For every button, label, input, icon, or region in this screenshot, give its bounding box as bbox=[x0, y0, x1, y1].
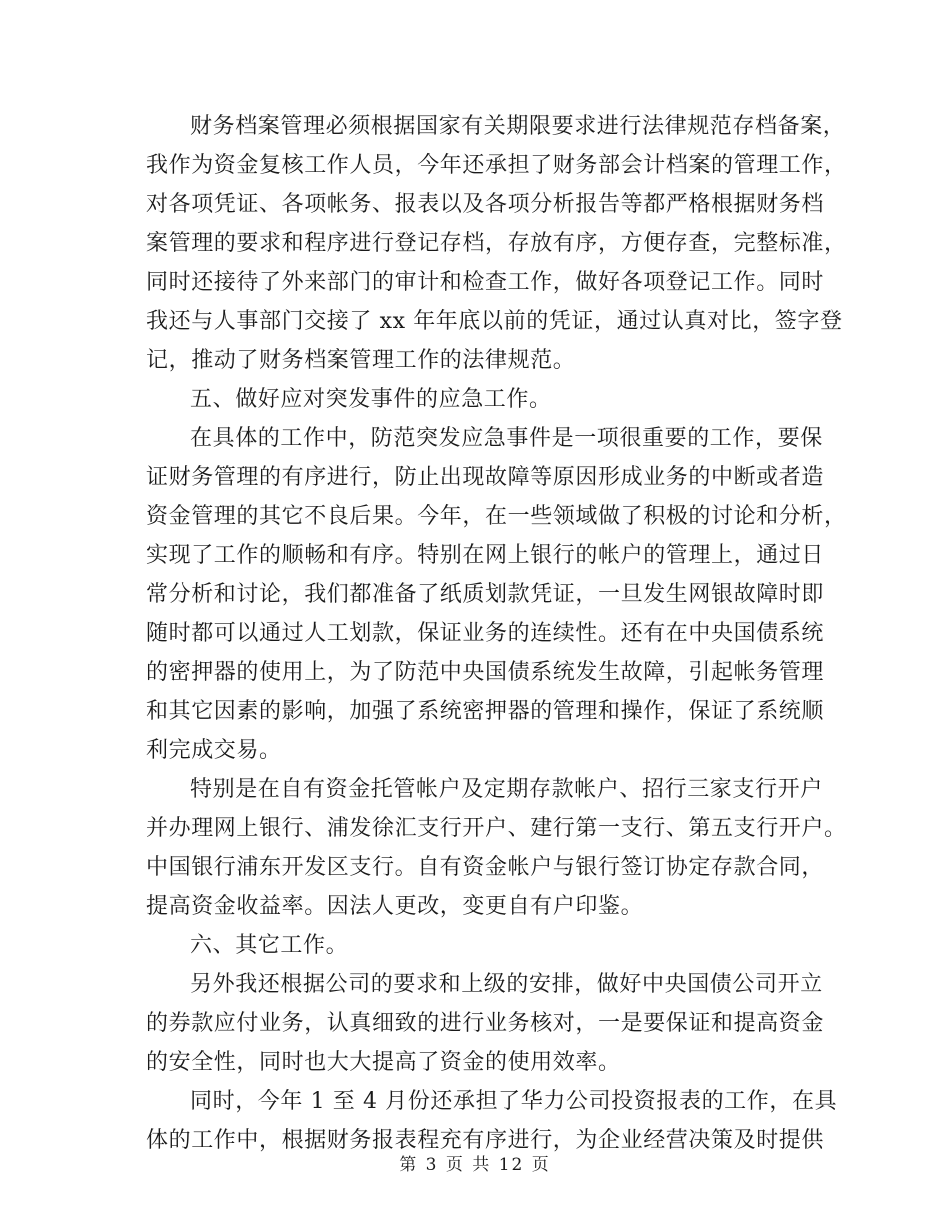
text-line: 常分析和讨论，我们都准备了纸质划款凭证，一旦发生网银故障时即 bbox=[146, 582, 825, 607]
text-line: 对各项凭证、各项帐务、报表以及各项分析报告等都严格根据财务档 bbox=[146, 192, 825, 217]
text-line: 我作为资金复核工作人员，今年还承担了财务部会计档案的管理工作， bbox=[146, 153, 847, 178]
text-line: 的安全性，同时也大大提高了资金的使用效率。 bbox=[146, 1050, 621, 1075]
text-line: 记，推动了财务档案管理工作的法律规范。 bbox=[146, 348, 576, 373]
body-text bbox=[146, 107, 847, 1160]
text-line: 我还与人事部门交接了 xx 年年底以前的凭证，通过认真对比，签字登 bbox=[146, 309, 843, 334]
text-line: 另外我还根据公司的要求和上级的安排，做好中央国债公司开立 bbox=[190, 972, 823, 997]
section-heading: 五、做好应对突发事件的应急工作。 bbox=[190, 387, 552, 412]
text-line: 体的工作中，根据财务报表程充有序进行，为企业经营决策及时提供 bbox=[146, 1128, 825, 1153]
text-line: 提高资金收益率。因法人更改，变更自有户印鉴。 bbox=[146, 894, 644, 919]
text-line: 资金管理的其它不良后果。今年，在一些领域做了积极的讨论和分析， bbox=[146, 504, 847, 529]
text-line: 的密押器的使用上，为了防范中央国债系统发生故障，引起帐务管理 bbox=[146, 660, 825, 685]
text-line: 案管理的要求和程序进行登记存档，存放有序，方便存查，完整标准， bbox=[146, 231, 847, 256]
text-line: 实现了工作的顺畅和有序。特别在网上银行的帐户的管理上，通过日 bbox=[146, 543, 825, 568]
text-line: 同时还接待了外来部门的审计和检查工作，做好各项登记工作。同时 bbox=[146, 270, 825, 295]
text-line: 利完成交易。 bbox=[146, 738, 282, 763]
text-line: 并办理网上银行、浦发徐汇支行开户、建行第一支行、第五支行开户。 bbox=[146, 816, 847, 841]
text-line: 特别是在自有资金托管帐户及定期存款帐户、招行三家支行开户 bbox=[190, 777, 823, 802]
section-heading: 六、其它工作。 bbox=[190, 933, 349, 958]
text-line: 的券款应付业务，认真细致的进行业务核对，一是要保证和提高资金 bbox=[146, 1011, 825, 1036]
text-line: 中国银行浦东开发区支行。自有资金帐户与银行签订协定存款合同， bbox=[146, 855, 825, 880]
text-line: 随时都可以通过人工划款，保证业务的连续性。还有在中央国债系统 bbox=[146, 621, 825, 646]
text-line: 证财务管理的有序进行，防止出现故障等原因形成业务的中断或者造 bbox=[146, 465, 825, 490]
text-line: 和其它因素的影响，加强了系统密押器的管理和操作，保证了系统顺 bbox=[146, 699, 825, 724]
page-number-footer: 第 3 页 共 12 页 bbox=[399, 1155, 551, 1175]
text-line: 同时，今年 1 至 4 月份还承担了华力公司投资报表的工作，在具 bbox=[190, 1089, 838, 1114]
text-line: 财务档案管理必须根据国家有关期限要求进行法律规范存档备案， bbox=[190, 114, 846, 139]
text-line: 在具体的工作中，防范突发应急事件是一项很重要的工作，要保 bbox=[190, 426, 823, 451]
